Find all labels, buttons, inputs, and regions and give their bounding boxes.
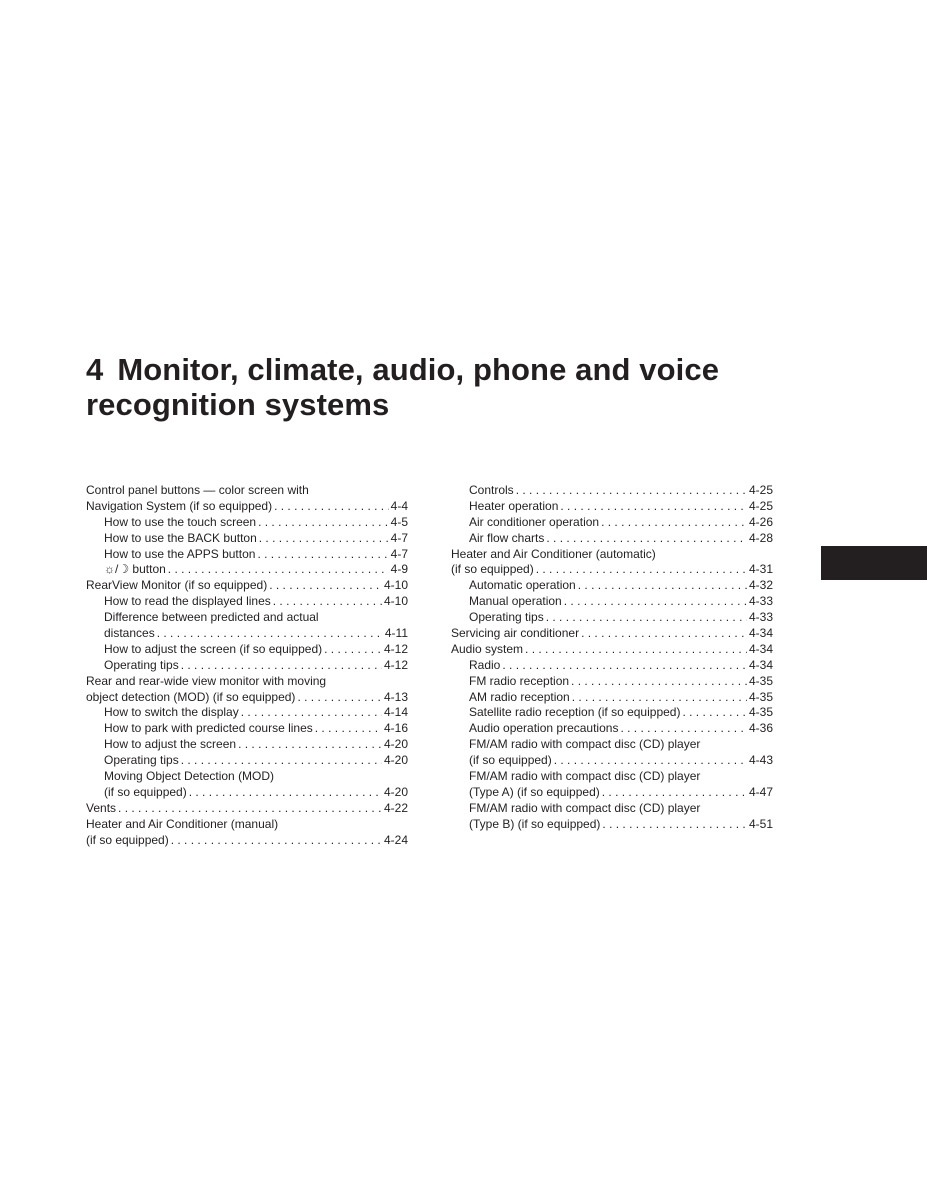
toc-leader-dots	[181, 658, 382, 674]
toc-entry-page: 4-33	[748, 610, 773, 625]
toc-entry-title: How to use the touch screen	[104, 514, 257, 529]
toc-entry	[86, 705, 408, 721]
toc-entry-page: 4-4	[390, 498, 408, 513]
toc-entry-title: Heater operation	[469, 498, 559, 513]
toc-entry-page: 4-7	[390, 546, 408, 561]
toc-entry	[451, 817, 773, 833]
toc-entry-page: 4-9	[390, 562, 408, 577]
toc-entry-page: 4-25	[748, 498, 773, 513]
toc-entry-page: 4-24	[383, 832, 408, 847]
toc-entry-title: object detection (MOD) (if so equipped)	[86, 689, 296, 704]
toc-entry	[86, 753, 408, 769]
toc-entry-title: (Type B) (if so equipped)	[469, 816, 601, 831]
toc-leader-dots	[682, 705, 747, 721]
toc-entry	[86, 769, 408, 785]
toc-entry-page: 4-13	[383, 689, 408, 704]
toc-entry-title: Moving Object Detection (MOD)	[104, 769, 275, 784]
toc-entry-title: How to use the APPS button	[104, 546, 256, 561]
toc-entry-title: Navigation System (if so equipped)	[86, 498, 273, 513]
toc-leader-dots	[324, 642, 382, 658]
toc-leader-dots	[238, 737, 382, 753]
toc-leader-dots	[581, 626, 747, 642]
toc-entry	[86, 690, 408, 706]
toc-entry	[451, 801, 773, 817]
toc-entry	[451, 594, 773, 610]
toc-entry	[451, 483, 773, 499]
toc-entry	[86, 721, 408, 737]
toc-leader-dots	[564, 594, 747, 610]
toc-entry-page: 4-5	[390, 514, 408, 529]
toc-entry-page: 4-14	[383, 705, 408, 720]
toc-entry	[86, 594, 408, 610]
toc-entry	[86, 562, 408, 578]
toc-entry	[451, 785, 773, 801]
toc-entry-title: (if so equipped)	[104, 784, 187, 799]
toc-leader-dots	[241, 705, 382, 721]
toc-entry-page: 4-34	[748, 641, 773, 656]
toc-entry-page: 4-47	[748, 784, 773, 799]
toc-leader-dots	[578, 578, 747, 594]
toc-leader-dots	[181, 753, 382, 769]
toc-leader-dots	[502, 658, 747, 674]
toc-leader-dots	[601, 515, 747, 531]
toc-entry-page: 4-10	[383, 594, 408, 609]
chapter-tab-marker	[821, 546, 927, 580]
toc-entry-title: ☼/☽ button	[104, 562, 166, 577]
toc-entry-page: 4-7	[390, 530, 408, 545]
toc-leader-dots	[560, 499, 747, 515]
toc-entry-title: (if so equipped)	[469, 753, 552, 768]
toc-entry-title: FM/AM radio with compact disc (CD) player	[469, 737, 701, 752]
toc-entry	[451, 562, 773, 578]
toc-leader-dots	[189, 785, 382, 801]
toc-entry-title: Air flow charts	[469, 530, 545, 545]
toc-entry-title: AM radio reception	[469, 689, 570, 704]
toc-entry	[86, 531, 408, 547]
toc-entry	[86, 801, 408, 817]
toc-entry-page: 4-26	[748, 514, 773, 529]
toc-entry-title: Audio system	[451, 641, 524, 656]
toc-entry	[86, 658, 408, 674]
toc-leader-dots	[168, 562, 389, 578]
toc-entry-title: How to use the BACK button	[104, 530, 257, 545]
toc-entry	[86, 499, 408, 515]
toc-entry-page: 4-35	[748, 705, 773, 720]
toc-leader-dots	[297, 690, 382, 706]
toc-entry-title: Satellite radio reception (if so equipped)	[469, 705, 681, 720]
toc-entry-page: 4-12	[383, 641, 408, 656]
toc-leader-dots	[258, 515, 389, 531]
toc-entry	[451, 642, 773, 658]
toc-entry-title: How to park with predicted course lines	[104, 721, 313, 736]
toc-entry-page: 4-22	[383, 800, 408, 815]
toc-entry-page: 4-35	[748, 689, 773, 704]
toc-entry-title: FM radio reception	[469, 673, 570, 688]
toc-entry-page: 4-33	[748, 594, 773, 609]
toc-leader-dots	[546, 610, 747, 626]
toc-entry-title: How to adjust the screen	[104, 737, 237, 752]
toc-entry-title: Servicing air conditioner	[451, 626, 580, 641]
toc-entry	[86, 737, 408, 753]
toc-leader-dots	[546, 531, 747, 547]
toc-entry-title: Operating tips	[104, 657, 179, 672]
toc-entry-title: Heater and Air Conditioner (manual)	[86, 816, 279, 831]
toc-entry-title: How to switch the display	[104, 705, 239, 720]
toc-entry	[451, 626, 773, 642]
toc-entry	[451, 721, 773, 737]
toc-leader-dots	[273, 594, 382, 610]
toc-left-column	[86, 483, 408, 848]
toc-entry	[451, 737, 773, 753]
toc-entry-page: 4-20	[383, 737, 408, 752]
chapter-title-line1: Monitor, climate, audio, phone and voice	[117, 352, 720, 387]
toc-entry-title: Controls	[469, 483, 514, 497]
toc-entry	[86, 483, 408, 499]
toc-leader-dots	[572, 690, 747, 706]
toc-entry-page: 4-11	[384, 626, 408, 641]
toc-entry	[86, 626, 408, 642]
toc-entry-title: Operating tips	[104, 753, 179, 768]
toc-entry-title: How to adjust the screen (if so equipped)	[104, 641, 323, 656]
toc-leader-dots	[259, 531, 389, 547]
toc-leader-dots	[257, 547, 388, 563]
toc-leader-dots	[274, 499, 389, 515]
toc-entry-page: 4-16	[383, 721, 408, 736]
toc-leader-dots	[118, 801, 382, 817]
toc-entry	[451, 769, 773, 785]
toc-entry	[451, 578, 773, 594]
toc-entry	[451, 705, 773, 721]
toc-entry-page: 4-10	[383, 578, 408, 593]
toc-entry-title: Control panel buttons — color screen with	[86, 483, 309, 497]
toc-entry-title: FM/AM radio with compact disc (CD) player	[469, 769, 701, 784]
toc-leader-dots	[171, 833, 382, 849]
toc-leader-dots	[157, 626, 383, 642]
toc-leader-dots	[536, 562, 747, 578]
toc-entry-page: 4-31	[748, 562, 773, 577]
toc-entry-title: (Type A) (if so equipped)	[469, 784, 600, 799]
toc-entry	[86, 578, 408, 594]
toc-entry	[86, 817, 408, 833]
toc-entry-page: 4-34	[748, 657, 773, 672]
toc-entry	[86, 642, 408, 658]
toc-entry	[86, 833, 408, 849]
toc-entry-title: distances	[104, 626, 155, 641]
toc-entry-page: 4-20	[383, 753, 408, 768]
toc-entry-title: Difference between predicted and actual	[104, 610, 319, 625]
toc-entry	[451, 690, 773, 706]
toc-entry	[451, 531, 773, 547]
toc-leader-dots	[269, 578, 382, 594]
toc-entry	[86, 515, 408, 531]
toc-entry-title: Air conditioner operation	[469, 514, 600, 529]
toc-entry	[451, 610, 773, 626]
toc-leader-dots	[571, 674, 747, 690]
toc-entry-title: Automatic operation	[469, 578, 576, 593]
toc-entry	[451, 674, 773, 690]
toc-entry-title: Vents	[86, 800, 117, 815]
toc-entry	[86, 674, 408, 690]
toc-leader-dots	[554, 753, 747, 769]
toc-entry	[86, 610, 408, 626]
toc-right-column	[451, 483, 773, 833]
toc-entry-page: 4-20	[383, 784, 408, 799]
toc-entry-page: 4-25	[748, 483, 773, 497]
toc-entry	[451, 547, 773, 563]
toc-entry-title: (if so equipped)	[86, 832, 169, 847]
toc-leader-dots	[315, 721, 382, 737]
toc-entry-title: (if so equipped)	[451, 562, 534, 577]
toc-entry-page: 4-12	[383, 657, 408, 672]
toc-entry-page: 4-36	[748, 721, 773, 736]
toc-entry	[86, 785, 408, 801]
toc-entry-page: 4-32	[748, 578, 773, 593]
toc-entry-title: Operating tips	[469, 610, 544, 625]
toc-leader-dots	[516, 483, 747, 499]
toc-entry	[451, 658, 773, 674]
toc-entry	[451, 753, 773, 769]
toc-entry-page: 4-35	[748, 673, 773, 688]
toc-entry-page: 4-51	[748, 816, 773, 831]
chapter-title-line2: recognition systems	[86, 387, 390, 422]
toc-entry-title: Radio	[469, 657, 501, 672]
toc-entry-page: 4-28	[748, 530, 773, 545]
chapter-number: 4	[86, 352, 104, 387]
chapter-title	[86, 352, 806, 422]
toc-entry-page: 4-34	[748, 626, 773, 641]
toc-leader-dots	[602, 817, 747, 833]
toc-entry-title: FM/AM radio with compact disc (CD) player	[469, 800, 701, 815]
toc-entry-page: 4-43	[748, 753, 773, 768]
toc-entry-title: Audio operation precautions	[469, 721, 619, 736]
toc-entry	[86, 547, 408, 563]
toc-leader-dots	[620, 721, 747, 737]
toc-entry-title: Heater and Air Conditioner (automatic)	[451, 546, 656, 561]
toc-leader-dots	[602, 785, 747, 801]
toc-leader-dots	[525, 642, 747, 658]
toc-entry	[451, 499, 773, 515]
toc-entry-title: How to read the displayed lines	[104, 594, 271, 609]
toc-entry-title: RearView Monitor (if so equipped)	[86, 578, 268, 593]
toc-entry-title: Manual operation	[469, 594, 562, 609]
toc-entry-title: Rear and rear-wide view monitor with moving	[86, 673, 327, 688]
toc-entry	[451, 515, 773, 531]
